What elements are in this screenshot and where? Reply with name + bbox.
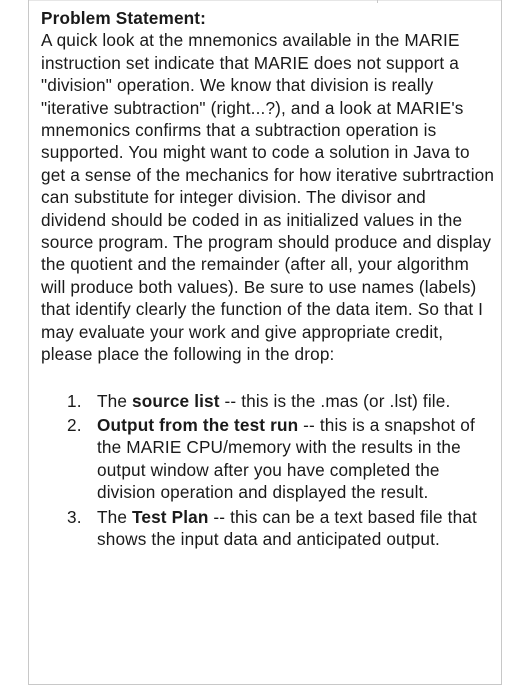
list-item-test-run-output <box>41 414 495 504</box>
problem-statement-title: Problem Statement: <box>41 8 207 28</box>
list-number: 2. <box>67 414 82 435</box>
list-item-bold-label: Test Plan <box>132 506 209 527</box>
list-item-description: -- this can be a text based file that shows the input data and anticipated output. <box>97 506 477 549</box>
document-content <box>41 7 495 552</box>
list-item-bold-label: source list <box>132 390 220 411</box>
list-item-prefix: The <box>97 390 132 411</box>
list-number: 1. <box>67 390 82 411</box>
list-item-prefix: The <box>97 506 132 527</box>
list-item-test-plan <box>41 506 495 551</box>
list-item-description: -- this is a snapshot of the MARIE CPU/memory with the results in the output window after you have completed the division operation and displayed the result. <box>97 414 475 503</box>
deliverables-list <box>41 390 495 551</box>
list-item-description: -- this is the .mas (or .lst) file. <box>219 390 451 411</box>
list-number: 3. <box>67 506 82 527</box>
problem-statement-paragraph: A quick look at the mnemonics available in the MARIE instruction set indicate that MARIE does not support a "division" operation. We know that division is really "iterative subtraction" (right...?), and a look at MARIE's mnemonics confirms that a subtraction operation is supported. You might want to code a solution in Java to get a sense of the mechanics for how iterative subrtraction can substitute for integer division. The divisor and dividend should be coded in as initialized values in the source program. The program should produce and display the quotient and the remainder (after all, your algorithm will produce both values). Be sure to use names (labels) that identify clearly the function of the data item. So that I may evaluate your work and give appropriate credit, please place the following in the drop: <box>41 30 495 365</box>
list-item-bold-label: Output from the test run <box>97 414 299 435</box>
list-item-source-list <box>41 390 495 412</box>
